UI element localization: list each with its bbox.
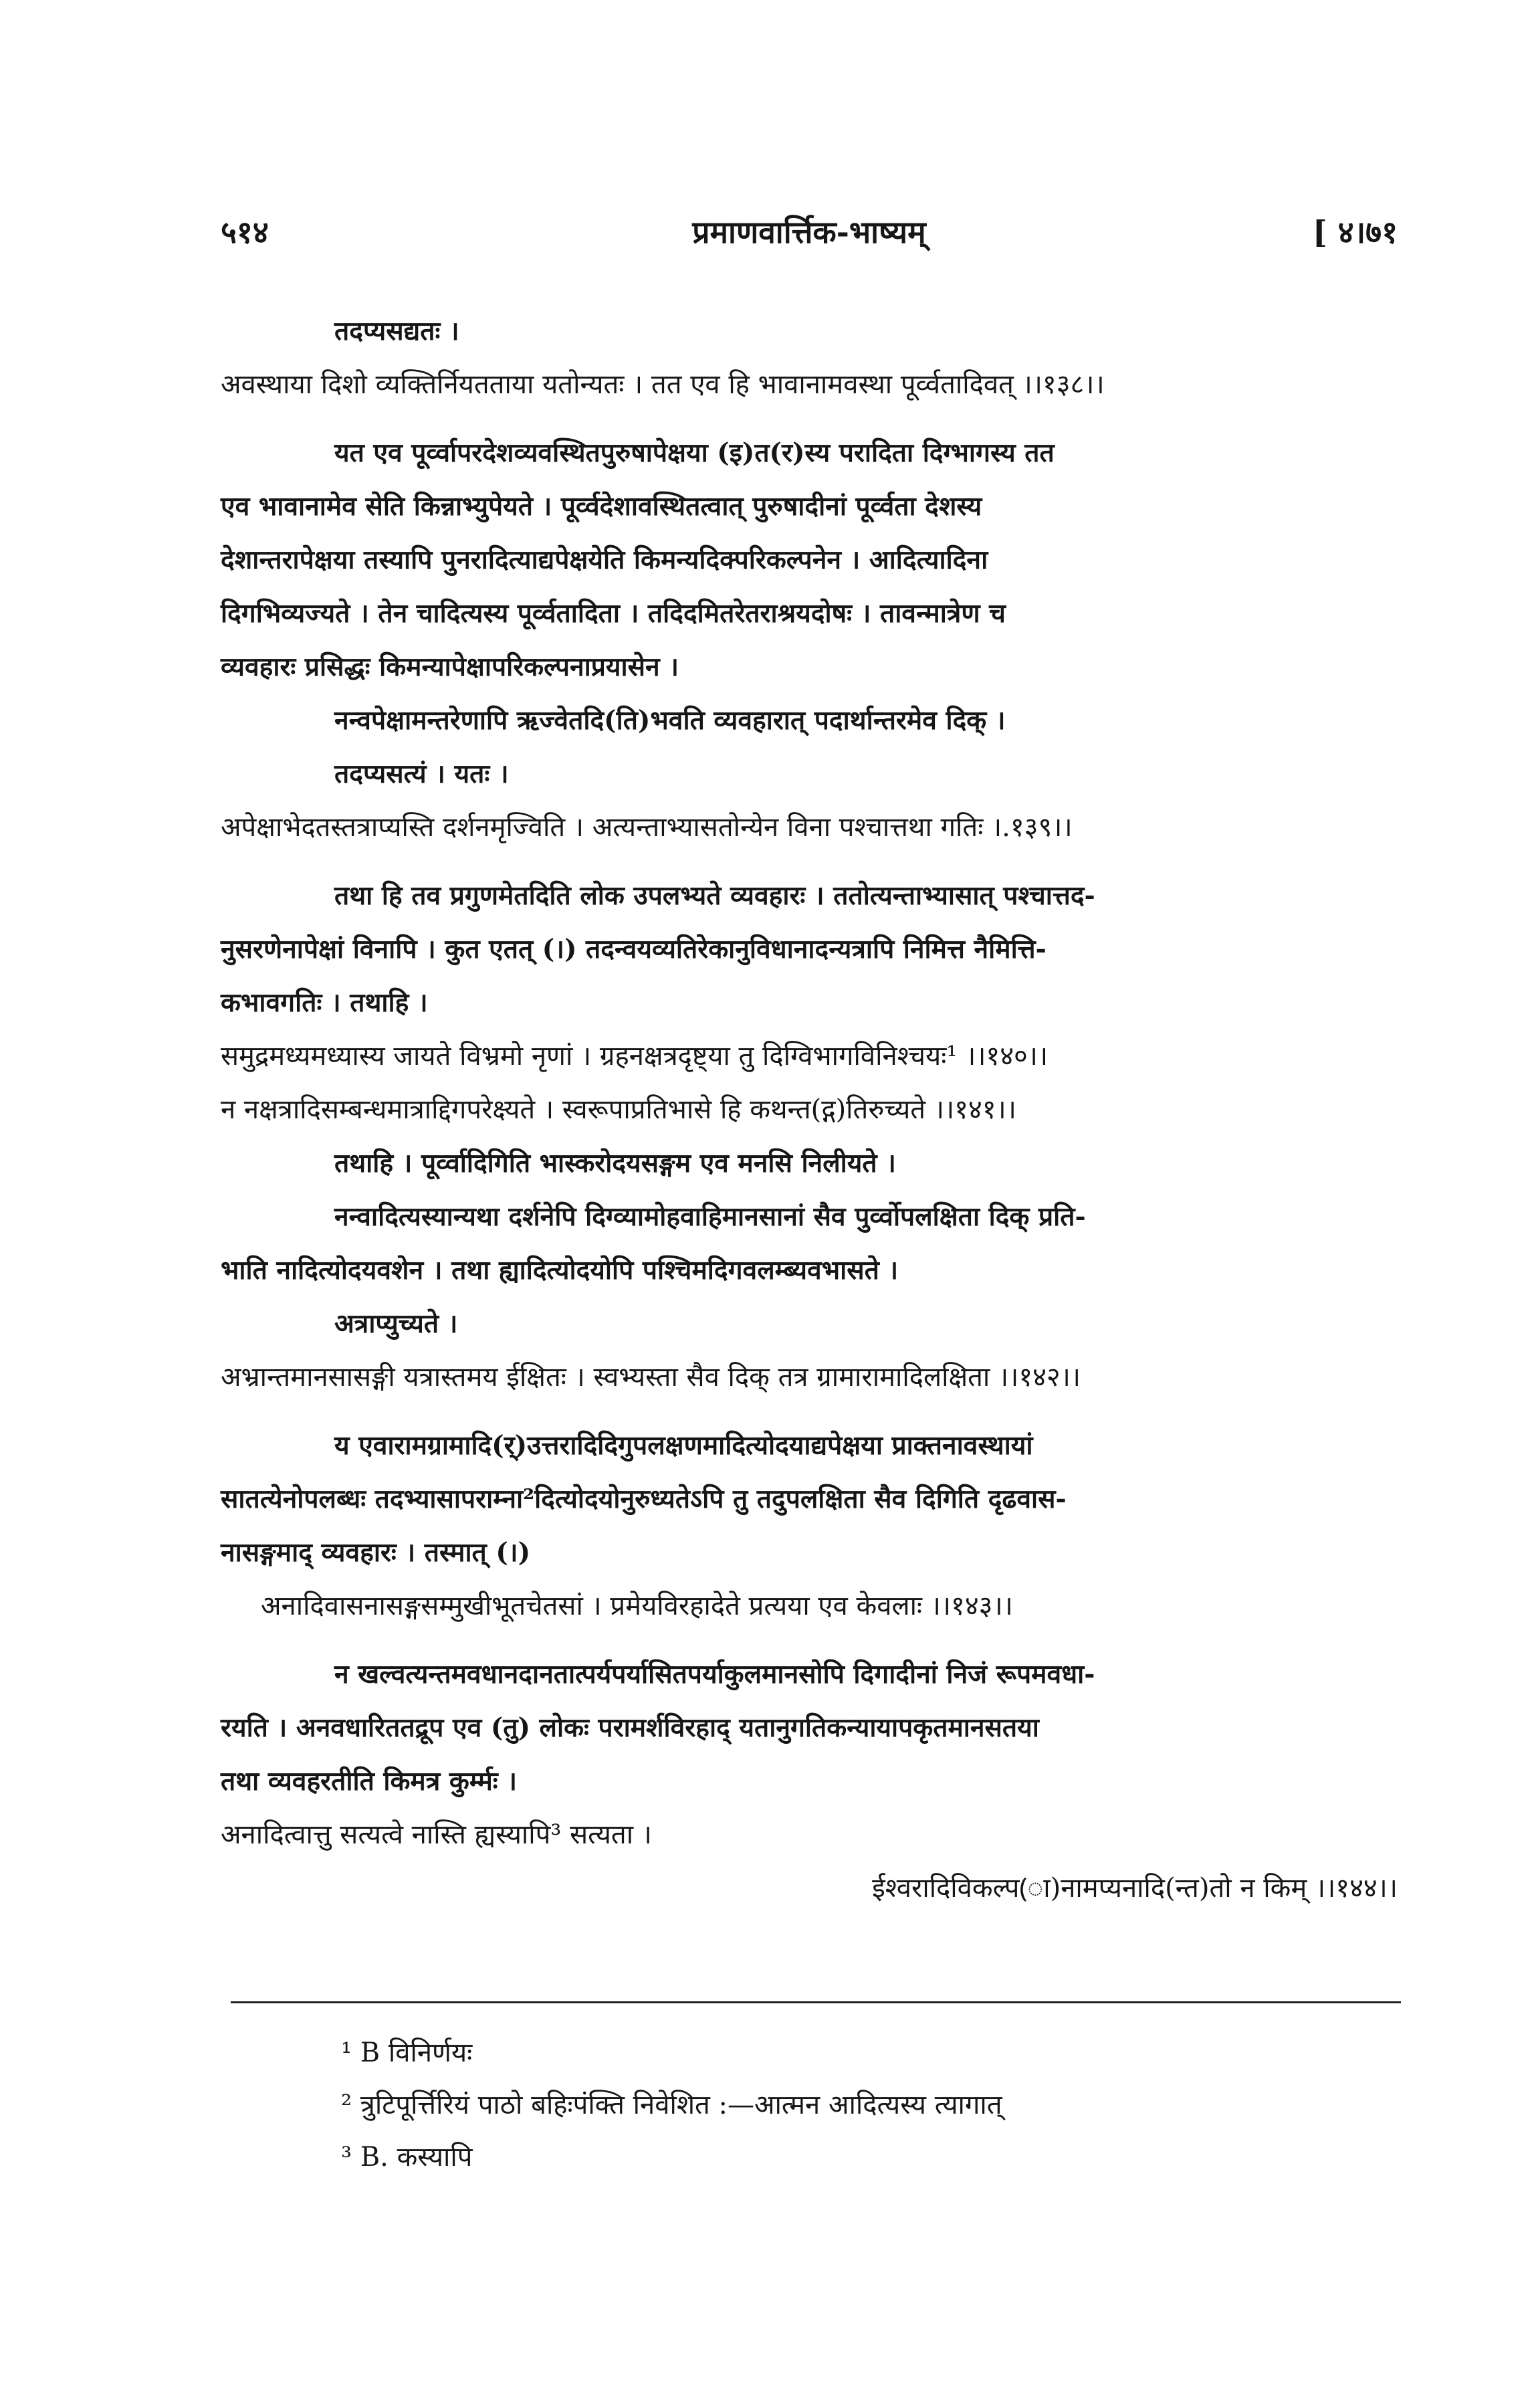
verse-line: अभ्रान्तमानसासङ्गी यत्रास्तमय ईक्षितः । स्वभ्यस्ता सैव दिक् तत्र ग्रामारामादिलक्षिता ।।१४२।। bbox=[221, 1362, 1081, 1393]
verse-line: समुद्रमध्यमध्यास्य जायते विभ्रमो नृणां । ग्रहनक्षत्रदृष्ट्या तु दिग्विभागविनिश्चयः¹ ।।१४०।। bbox=[221, 1041, 1049, 1072]
commentary-line: न खल्वत्यन्तमवधानदानतात्पर्यपर्यासितपर्याकुलमानसोपि दिगादीनां निजं रूपमवधा- bbox=[334, 1659, 1095, 1690]
commentary-line: रयति । अनवधारिततद्रूप एव (तु) लोकः परामर्शविरहाद् यतानुगतिकन्यायापकृतमानसतया bbox=[221, 1712, 1039, 1743]
verse-line: अवस्थाया दिशो व्यक्तिर्नियतताया यतोन्यतः । तत एव हि भावानामवस्था पूर्व्वतादिवत् ।।१३८।। bbox=[221, 369, 1105, 400]
footnote: ² त्रुटिपूर्त्तिरियं पाठो बहिःपंक्ति निवेशित :—आत्मन आदित्यस्य त्यागात् bbox=[341, 2090, 1002, 2120]
commentary-line: देशान्तरापेक्षया तस्यापि पुनरादित्याद्यपेक्षयेति किमन्यदिक्परिकल्पनेन । आदित्यादिना bbox=[221, 544, 988, 575]
commentary-line: नुसरणेनापेक्षां विनापि । कुत एतत् (।) तदन्वयव्यतिरेकानुविधानादन्यत्रापि निमित्त नैमित्ति- bbox=[221, 934, 1047, 965]
page-number: ५१४ bbox=[221, 214, 269, 250]
commentary-line: सातत्येनोपलब्धः तदभ्यासापराम्ना²दित्योदयोनुरुध्यतेऽपि तु तदुपलक्षिता सैव दिगिति दृढवास- bbox=[221, 1484, 1067, 1514]
footnote: ¹ B विनिर्णयः bbox=[341, 2037, 473, 2068]
commentary-line: तथा व्यवहरतीति किमत्र कुर्म्मः । bbox=[221, 1766, 518, 1797]
verse-line: अनादित्वात्तु सत्यत्वे नास्ति ह्यस्यापि³ सत्यता । bbox=[221, 1819, 652, 1850]
page-header bbox=[221, 211, 1398, 264]
commentary-line: एव भावानामेव सेति किन्नाभ्युपेयते । पूर्व्वदेशावस्थितत्वात् पुरुषादीनां पूर्व्वता देशस्य bbox=[221, 491, 982, 522]
commentary-line: य एवारामग्रामादि(र्)उत्तरादिदिगुपलक्षणमादित्योदयाद्यपेक्षया प्राक्तनावस्थायां bbox=[334, 1430, 1033, 1461]
commentary-line: अत्राप्युच्यते । bbox=[334, 1308, 458, 1339]
commentary-line: तथाहि । पूर्व्वादिगिति भास्करोदयसङ्गम एव मनसि निलीयते । bbox=[334, 1148, 896, 1179]
prose-line: तदप्यसद्यतः । bbox=[334, 316, 459, 346]
verse-line: ईश्वरादिविकल्प(ा)नामप्यनादि(न्त)तो न किम् ।।१४४।। bbox=[872, 1873, 1398, 1904]
footnotes bbox=[341, 2027, 1002, 2183]
commentary-line: नन्वपेक्षामन्तरेणापि ऋज्वेतदि(ति)भवति व्यवहारात् पदार्थान्तरमेव दिक् । bbox=[334, 705, 1006, 736]
footnote: ³ B. कस्यापि bbox=[341, 2142, 473, 2173]
commentary-line: तथा हि तव प्रगुणमेतदिति लोक उपलभ्यते व्यवहारः । ततोत्यन्ताभ्यासात् पश्चात्तद- bbox=[334, 880, 1095, 911]
commentary-line: यत एव पूर्व्वापरदेशव्यवस्थितपुरुषापेक्षया (इ)त(र)स्य परादिता दिग्भागस्य तत bbox=[334, 437, 1055, 468]
commentary-line: नन्वादित्यस्यान्यथा दर्शनेपि दिग्व्यामोहवाहिमानसानां सैव पुर्व्वोपलक्षिता दिक् प्रति- bbox=[334, 1201, 1086, 1232]
commentary-line: भाति नादित्योदयवशेन । तथा ह्यादित्योदयोपि पश्चिमदिगवलम्ब्यवभासते । bbox=[221, 1255, 899, 1286]
commentary-line: दिगभिव्यज्यते । तेन चादित्यस्य पूर्व्वतादिता । तदिदमितरेतराश्रयदोषः । तावन्मात्रेण च bbox=[221, 598, 1006, 629]
commentary-line: नासङ्गमाद् व्यवहारः । तस्मात् (।) bbox=[221, 1537, 531, 1568]
commentary-line: कभावगतिः । तथाहि । bbox=[221, 987, 428, 1018]
section-reference: [ ४।७१ bbox=[1313, 214, 1398, 250]
page-body bbox=[221, 304, 1398, 1915]
footnote-rule bbox=[231, 2001, 1401, 2003]
commentary-line: व्यवहारः प्रसिद्धः किमन्यापेक्षापरिकल्पनाप्रयासेन । bbox=[221, 651, 679, 682]
commentary-line: तदप्यसत्यं । यतः । bbox=[334, 759, 509, 789]
verse-line: अपेक्षाभेदतस्तत्राप्यस्ति दर्शनमृज्विति । अत्यन्ताभ्यासतोन्येन विना पश्चात्तथा गतिः ।.१३९।। bbox=[221, 812, 1073, 843]
verse-line: न नक्षत्रादिसम्बन्धमात्राद्दिगपरेक्ष्यते । स्वरूपाप्रतिभासे हि कथन्त(द्ग)तिरुच्यते ।।१४१।। bbox=[221, 1094, 1016, 1125]
running-title: प्रमाणवार्त्तिक-भाष्यम् bbox=[692, 214, 926, 250]
verse-line: अनादिवासनासङ्गसम्मुखीभूतचेतसां । प्रमेयविरहादेते प्रत्यया एव केवलाः ।।१४३।। bbox=[261, 1591, 1013, 1621]
